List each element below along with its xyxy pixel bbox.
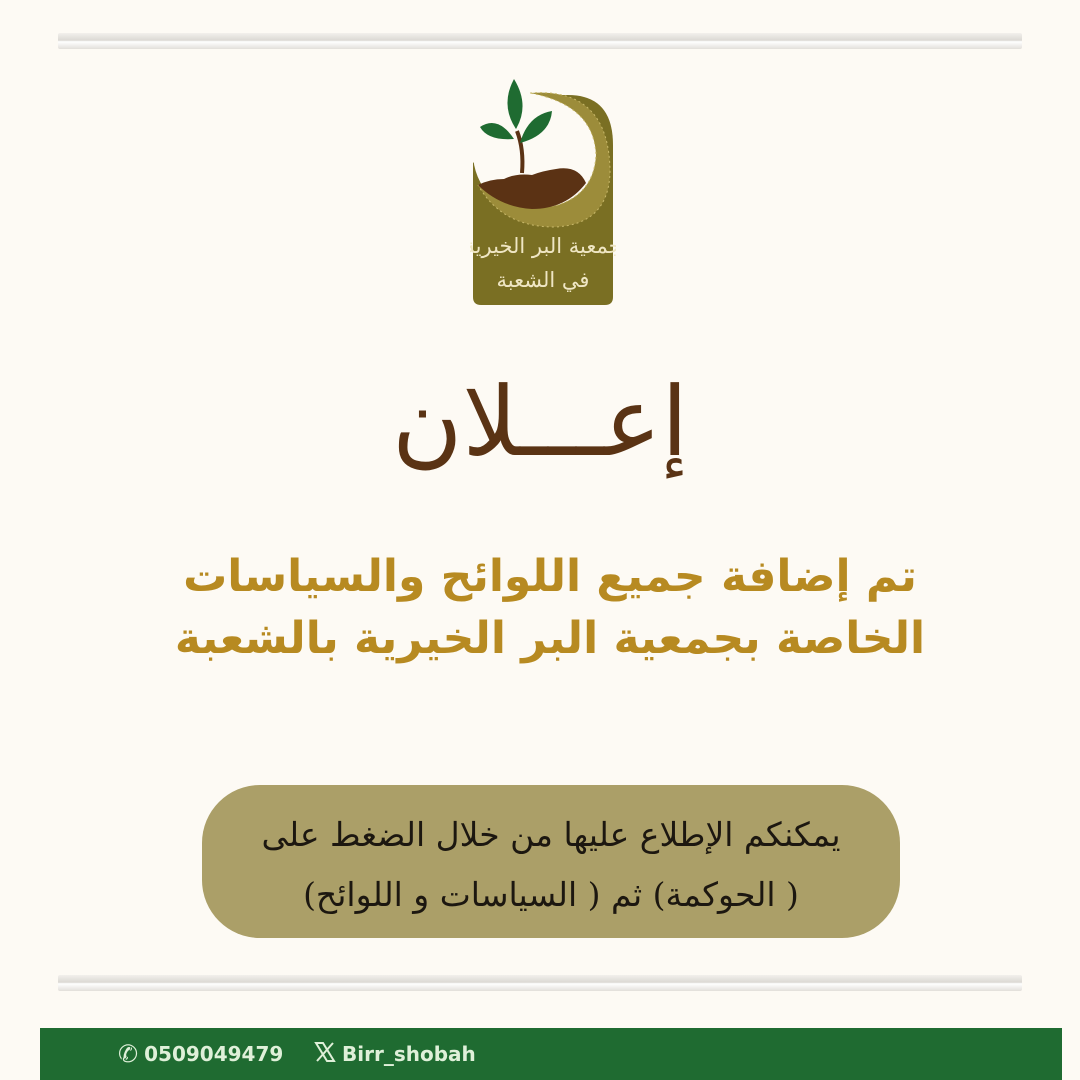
contact-footer [40, 1028, 1062, 1080]
top-divider [58, 33, 1022, 49]
x-handle: Birr_shobah [342, 1042, 476, 1066]
svg-text:جمعية البر الخيرية: جمعية البر الخيرية [470, 234, 616, 258]
headline-line-1: تم إضافة جميع اللوائح والسياسات [183, 551, 917, 602]
association-logo [470, 75, 616, 307]
svg-text:في الشعبة: في الشعبة [496, 268, 590, 292]
headline-line-2: الخاصة بجمعية البر الخيرية بالشعبة [174, 613, 926, 664]
bottom-divider [58, 975, 1022, 991]
instruction-box [202, 785, 900, 938]
footer-x-account[interactable] [314, 1028, 476, 1080]
instruction-line-1: يمكنكم الإطلاع عليها من خلال الضغط على [261, 815, 841, 854]
phone-icon: ✆ [118, 1040, 139, 1068]
seedling-crescent-logo-icon [470, 75, 616, 307]
announcement-title: إعـــلان [391, 366, 689, 478]
footer-phone[interactable] [118, 1028, 283, 1080]
phone-number: 0509049479 [144, 1042, 284, 1066]
announcement-headline [110, 546, 990, 670]
instruction-line-2: ( الحوكمة) ثم ( السياسات و اللوائح) [303, 875, 799, 914]
x-logo-icon [314, 1041, 336, 1067]
